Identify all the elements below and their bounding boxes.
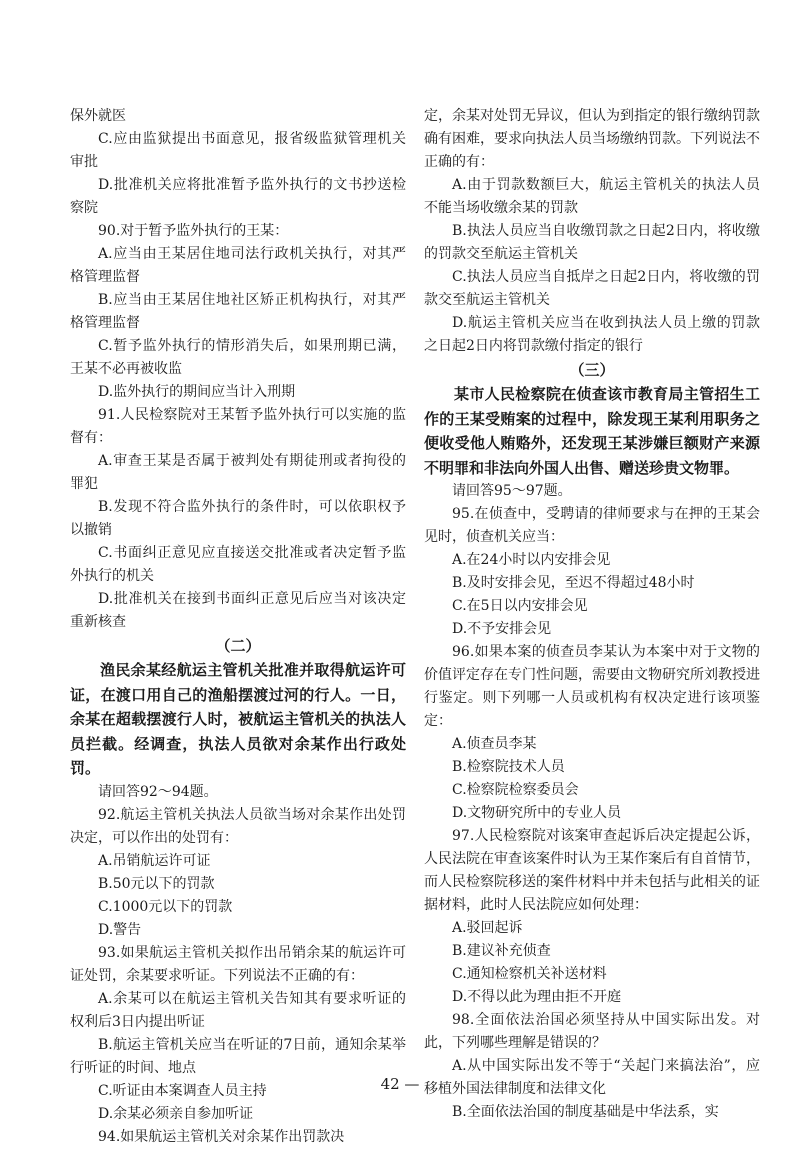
paragraph: 保外就医 (70, 108, 126, 124)
option-d-95: D.不予安排会见 (452, 621, 552, 637)
option-b-96: B.检察院技术人员 (452, 759, 565, 775)
question-90: 90.对于暂予监外执行的王某： (98, 223, 289, 239)
option-b-92: B.50元以下的罚款 (98, 875, 215, 892)
question-93: 93.如果航运主管机关拟作出吊销余某的航运许可证处罚，余某要求听证。下列说法不正确的有： (70, 944, 406, 984)
option-c-89: C.应由监狱提出书面意见，报省级监狱管理机关审批 (70, 131, 406, 170)
case-description-2: 渔民余某经航运主管机关批准并取得航运许可证，在渡口用自己的渔船摆渡过河的行人。一日，余某在超载摆渡行人时，被航运主管机关的执法人员拦截。经调查，执法人员欲对余某作出行政处罚。 (70, 661, 406, 777)
option-b-94: B.执法人员应当自收缴罚款之日起2日内，将收缴的罚款交至航运主管机关 (424, 223, 760, 262)
option-d-97: D.不得以此为理由拒不开庭 (452, 989, 622, 1005)
option-d-96: D.文物研究所中的专业人员 (452, 805, 622, 821)
option-c-94: C.执法人员应当自抵岸之日起2日内，将收缴的罚款交至航运主管机关 (424, 269, 760, 308)
option-a-96: A.侦查员李某 (452, 736, 537, 752)
option-d-91: D.批准机关在接到书面纠正意见后应当对该决定重新核查 (70, 591, 406, 630)
option-b-98: B.全面依法治国的制度基础是中华法系，实 (452, 1104, 719, 1120)
option-a-97: A.驳回起诉 (452, 920, 523, 936)
option-d-90: D.监外执行的期间应当计入刑期 (98, 384, 296, 400)
option-d-89: D.批准机关应将批准暂予监外执行的文书抄送检察院 (70, 177, 406, 216)
question-96: 96.如果本案的侦查员李某认为本案中对于文物的价值评定存在专门性问题，需要由文物研究所刘教授进行鉴定。则下列哪一人员或机构有权决定进行该项鉴定： (424, 644, 760, 729)
option-c-97: C.通知检察机关补送材料 (452, 966, 607, 982)
question-97: 97.人民检察院对该案审查起诉后决定提起公诉，人民法院在审查该案件时认为王某作案后有自首情节，而人民检察院移送的案件材料中并未包括与此相关的证据材料，此时人民法院应如何处理： (424, 828, 760, 913)
option-b-91: B.发现不符合监外执行的条件时，可以依职权予以撤销 (70, 499, 406, 538)
question-91: 91.人民检察院对王某暂予监外执行可以实施的监督有： (70, 407, 406, 446)
option-c-96: C.检察院检察委员会 (452, 782, 579, 798)
left-column (70, 105, 406, 1149)
question-94-continued: 定，余某对处罚无异议，但认为到指定的银行缴纳罚款确有困难，要求向执法人员当场缴纳罚款。下列说法不正确的有： (424, 108, 760, 170)
instruction-92-94: 请回答92～94题。 (98, 783, 218, 800)
option-c-92: C.1000元以下的罚款 (98, 898, 233, 915)
option-a-93: A.余某可以在航运主管机关告知其有要求听证的权利后3日内提出听证 (70, 990, 406, 1030)
question-94: 94.如果航运主管机关对余某作出罚款决 (98, 1128, 345, 1145)
section-heading-3: （三） (569, 361, 615, 379)
option-a-90: A.应当由王某居住地司法行政机关执行，对其严格管理监督 (70, 246, 406, 285)
option-b-95: B.及时安排会见，至迟不得超过48小时 (452, 575, 695, 591)
page-number: 42 — (380, 1075, 420, 1093)
option-c-95: C.在5日以内安排会见 (452, 598, 588, 614)
option-b-90: B.应当由王某居住地社区矫正机构执行，对其严格管理监督 (70, 292, 406, 331)
option-d-92: D.警告 (98, 921, 142, 938)
option-d-93: D.余某必须亲自参加听证 (98, 1105, 254, 1122)
option-c-90: C.暂予监外执行的情形消失后，如果刑期已满，王某不必再被收监 (70, 338, 406, 377)
option-c-91: C.书面纠正意见应直接送交批准或者决定暂予监外执行的机关 (70, 545, 406, 584)
option-a-91: A.审查王某是否属于被判处有期徒刑或者拘役的罪犯 (70, 453, 406, 492)
option-d-94: D.航运主管机关应当在收到执法人员上缴的罚款之日起2日内将罚款缴付指定的银行 (424, 315, 760, 354)
case-description-3: 某市人民检察院在侦查该市教育局主管招生工作的王某受贿案的过程中，除发现王某利用职务之便收受他人贿赂外，还发现王某涉嫌巨额财产来源不明罪和非法向外国人出售、赠送珍贵文物罪。 (424, 385, 760, 477)
option-a-92: A.吊销航运许可证 (98, 852, 211, 869)
question-95: 95.在侦查中，受聘请的律师要求与在押的王某会见时，侦查机关应当： (424, 506, 760, 545)
option-a-98: A.从中国实际出发不等于“关起门来搞法治”，应移植外国法律制度和法律文化 (424, 1058, 760, 1097)
option-b-97: B.建议补充侦查 (452, 943, 551, 959)
option-a-95: A.在24小时以内安排会见 (452, 552, 611, 568)
option-b-93: B.航运主管机关应当在听证的7日前，通知余某举行听证的时间、地点 (70, 1036, 406, 1076)
section-heading-2: （二） (215, 637, 261, 655)
right-column (424, 105, 760, 1124)
option-c-93: C.听证由本案调查人员主持 (98, 1082, 267, 1099)
option-a-94: A.由于罚款数额巨大，航运主管机关的执法人员不能当场收缴余某的罚款 (424, 177, 760, 216)
question-98: 98.全面依法治国必须坚持从中国实际出发。对此，下列哪些理解是错误的？ (424, 1012, 760, 1051)
question-92: 92.航运主管机关执法人员欲当场对余某作出处罚决定，可以作出的处罚有： (70, 806, 406, 846)
instruction-95-97: 请回答95～97题。 (452, 483, 572, 499)
